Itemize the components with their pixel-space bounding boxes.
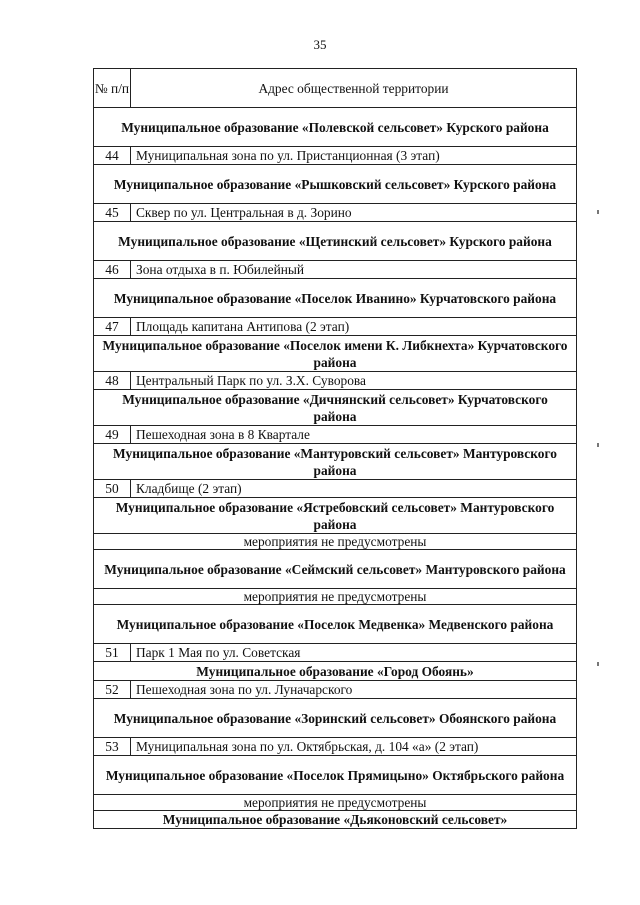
section-row xyxy=(94,336,577,372)
section-row xyxy=(94,605,577,644)
section-row xyxy=(94,222,577,261)
scan-mark xyxy=(597,662,599,666)
territory-name: Кладбище (2 этап) xyxy=(131,480,577,498)
row-number: 53 xyxy=(94,738,131,756)
section-title: Муниципальное образование «Дичнянский сельсовет» Курчатовского района xyxy=(94,390,577,426)
table-row xyxy=(94,261,577,279)
table-row xyxy=(94,644,577,662)
page-number: 35 xyxy=(313,37,327,52)
table-row xyxy=(94,738,577,756)
row-number: 49 xyxy=(94,426,131,444)
section-row xyxy=(94,498,577,534)
territory-name: Пешеходная зона по ул. Луначарского xyxy=(131,681,577,699)
row-number: 52 xyxy=(94,681,131,699)
header-address: Адрес общественной территории xyxy=(131,69,577,108)
territory-name: Зона отдыха в п. Юбилейный xyxy=(131,261,577,279)
section-title: Муниципальное образование «Дьяконовский сельсовет» xyxy=(94,811,577,829)
section-title: Муниципальное образование «Сеймский сельсовет» Мантуровского района xyxy=(94,550,577,589)
no-measures-text: мероприятия не предусмотрены xyxy=(94,534,577,550)
scan-mark xyxy=(597,210,599,214)
section-title: Муниципальное образование «Ястребовский сельсовет» Мантуровского района xyxy=(94,498,577,534)
section-row xyxy=(94,811,577,829)
row-number: 48 xyxy=(94,372,131,390)
section-title: Муниципальное образование «Рышковский сельсовет» Курского района xyxy=(94,165,577,204)
territory-name: Парк 1 Мая по ул. Советская xyxy=(131,644,577,662)
scan-mark xyxy=(597,443,599,447)
section-row xyxy=(94,279,577,318)
table-row xyxy=(94,147,577,165)
territory-name: Сквер по ул. Центральная в д. Зорино xyxy=(131,204,577,222)
section-row xyxy=(94,756,577,795)
section-title: Муниципальное образование «Полевской сельсовет» Курского района xyxy=(94,108,577,147)
section-row xyxy=(94,390,577,426)
row-number: 50 xyxy=(94,480,131,498)
no-measures-row xyxy=(94,795,577,811)
row-number: 47 xyxy=(94,318,131,336)
section-row xyxy=(94,662,577,681)
table-row xyxy=(94,372,577,390)
no-measures-text: мероприятия не предусмотрены xyxy=(94,589,577,605)
section-title: Муниципальное образование «Поселок Иванино» Курчатовского района xyxy=(94,279,577,318)
table-row xyxy=(94,426,577,444)
section-title: Муниципальное образование «Зоринский сельсовет» Обоянского района xyxy=(94,699,577,738)
table-row xyxy=(94,681,577,699)
section-title: Муниципальное образование «Мантуровский сельсовет» Мантуровского района xyxy=(94,444,577,480)
section-title: Муниципальное образование «Поселок Медвенка» Медвенского района xyxy=(94,605,577,644)
territory-name: Муниципальная зона по ул. Октябрьская, д. 104 «а» (2 этап) xyxy=(131,738,577,756)
no-measures-text: мероприятия не предусмотрены xyxy=(94,795,577,811)
no-measures-row xyxy=(94,589,577,605)
territory-table xyxy=(93,68,577,829)
section-title: Муниципальное образование «Поселок Прямицыно» Октябрьского района xyxy=(94,756,577,795)
section-row xyxy=(94,108,577,147)
section-title: Муниципальное образование «Щетинский сельсовет» Курского района xyxy=(94,222,577,261)
section-row xyxy=(94,699,577,738)
territory-name: Муниципальная зона по ул. Пристанционная (3 этап) xyxy=(131,147,577,165)
row-number: 44 xyxy=(94,147,131,165)
section-row xyxy=(94,165,577,204)
table-row xyxy=(94,480,577,498)
territory-name: Площадь капитана Антипова (2 этап) xyxy=(131,318,577,336)
header-num: № п/п xyxy=(94,69,131,108)
section-title: Муниципальное образование «Поселок имени К. Либкнехта» Курчатовского района xyxy=(94,336,577,372)
row-number: 51 xyxy=(94,644,131,662)
section-row xyxy=(94,444,577,480)
table-row xyxy=(94,204,577,222)
section-title: Муниципальное образование «Город Обоянь» xyxy=(94,662,577,681)
section-row xyxy=(94,550,577,589)
row-number: 45 xyxy=(94,204,131,222)
territory-name: Пешеходная зона в 8 Квартале xyxy=(131,426,577,444)
territory-name: Центральный Парк по ул. З.Х. Суворова xyxy=(131,372,577,390)
table-row xyxy=(94,318,577,336)
no-measures-row xyxy=(94,534,577,550)
table-header-row xyxy=(94,69,577,108)
row-number: 46 xyxy=(94,261,131,279)
